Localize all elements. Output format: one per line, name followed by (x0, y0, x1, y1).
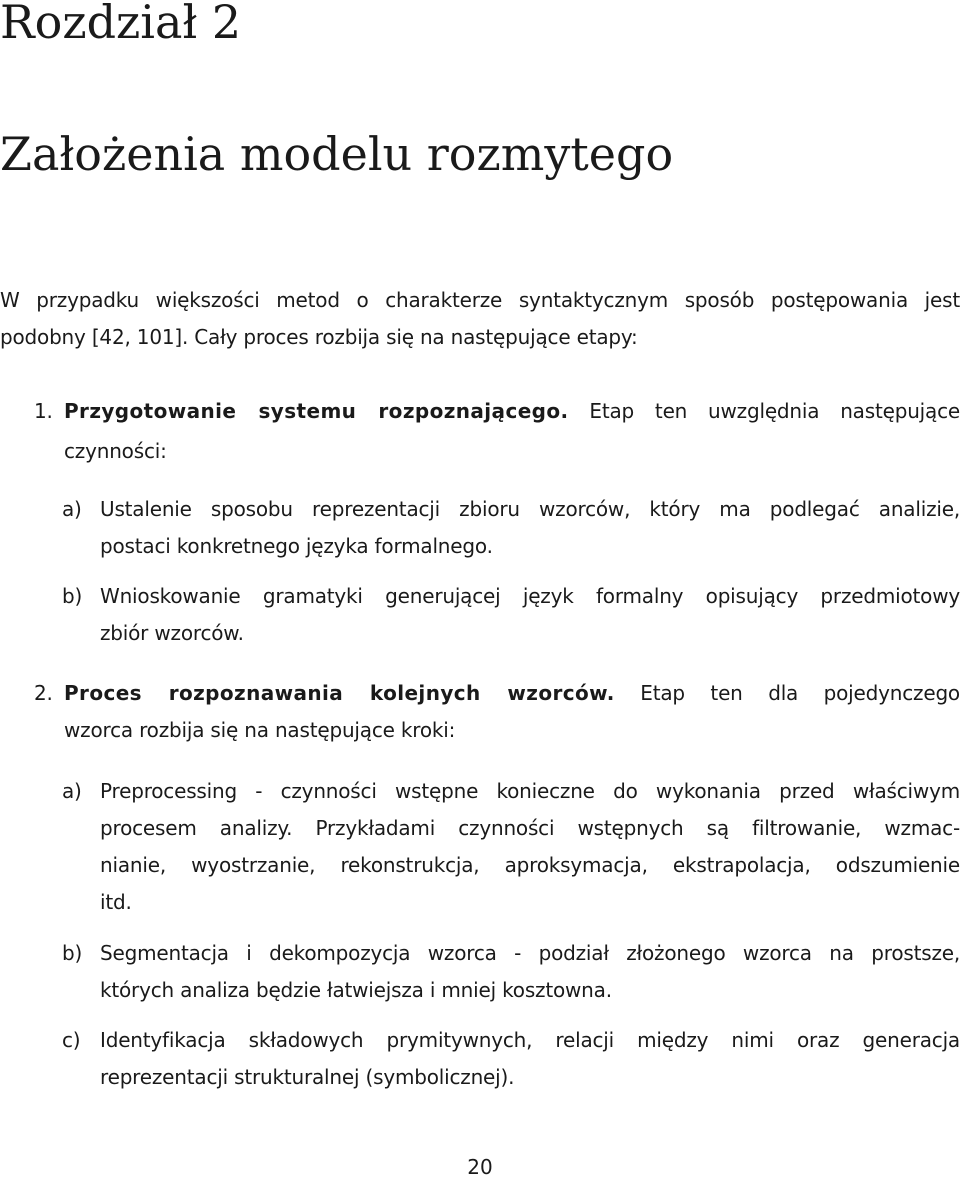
step-2-subitem-a (62, 773, 960, 921)
step-1-content (64, 393, 960, 430)
step-1-subitem-b-line-2: zbiór wzorców. (100, 621, 244, 645)
step-2-title: Proces rozpoznawania kolejnych wzorców. (64, 681, 615, 705)
chapter-title: Założenia modelu rozmytego (0, 127, 674, 181)
step-1-line-2: czynności: (64, 439, 167, 463)
step-2-subitem-a-line-3: nianie, wyostrzanie, rekonstrukcja, aproksymacja, ekstrapolacja, odszumienie (100, 853, 960, 877)
step-1-subitem-a (62, 491, 960, 565)
step-2 (34, 675, 960, 749)
step-2-first-line (64, 675, 960, 712)
step-1-first-line (64, 393, 960, 430)
step-1-subitem-b-line-1: Wnioskowanie gramatyki generującej język formalny opisujący przedmiotowy (100, 584, 960, 608)
step-1 (34, 393, 960, 430)
step-1-subitem-b-letter: b) (62, 584, 83, 608)
intro-line-2: podobny [42, 101]. Cały proces rozbija się na następujące etapy: (0, 325, 638, 349)
step-2-line-2: wzorca rozbija się na następujące kroki: (64, 718, 456, 742)
step-2-subitem-c-letter: c) (62, 1028, 81, 1052)
step-1-number: 1. (34, 399, 53, 423)
step-2-subitem-a-line-1: Preprocessing - czynności wstępne konieczne do wykonania przed właściwym (100, 779, 960, 803)
intro-paragraph (0, 282, 960, 356)
step-2-subitem-a-line-2: procesem analizy. Przykładami czynności wstępnych są filtrowanie, wzmac- (100, 816, 960, 840)
step-2-subitem-a-line-4: itd. (100, 890, 132, 914)
step-1-title: Przygotowanie systemu rozpoznającego. (64, 399, 569, 423)
step-1-subitem-b (62, 578, 960, 652)
step-2-number: 2. (34, 681, 53, 705)
step-2-subitem-b-line-2: których analiza będzie łatwiejsza i mniej kosztowna. (100, 978, 612, 1002)
intro-line-1: W przypadku większości metod o charakterze syntaktycznym sposób postępowania jest (0, 288, 960, 312)
page-number: 20 (467, 1155, 493, 1179)
step-1-subitem-a-line-1: Ustalenie sposobu reprezentacji zbioru wzorców, który ma podlegać analizie, (100, 497, 960, 521)
step-1-description: Etap ten uwzględnia następujące (589, 399, 960, 423)
step-2-subitem-c (62, 1022, 960, 1096)
chapter-label: Rozdział 2 (0, 0, 242, 49)
step-1-subitem-a-line-2: postaci konkretnego języka formalnego. (100, 534, 493, 558)
step-2-subitem-b-letter: b) (62, 941, 83, 965)
step-1-subitem-a-letter: a) (62, 497, 82, 521)
step-2-subitem-b-line-1: Segmentacja i dekompozycja wzorca - podział złożonego wzorca na prostsze, (100, 941, 960, 965)
step-2-subitem-b (62, 935, 960, 1009)
step-2-description: Etap ten dla pojedynczego (640, 681, 960, 705)
step-2-subitem-c-line-1: Identyfikacja składowych prymitywnych, relacji między nimi oraz generacja (100, 1028, 960, 1052)
step-2-subitem-a-letter: a) (62, 779, 82, 803)
step-2-subitem-c-line-2: reprezentacji strukturalnej (symbolicznej). (100, 1065, 515, 1089)
